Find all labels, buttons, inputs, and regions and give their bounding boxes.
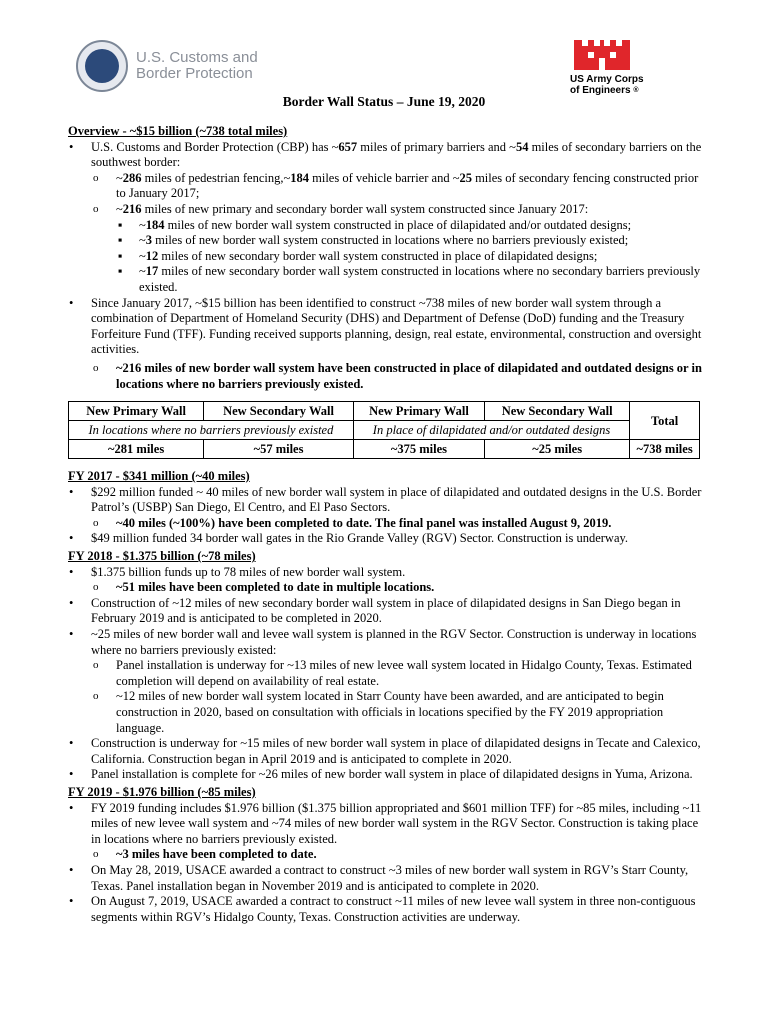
list-item: [91, 580, 708, 596]
text-run: Panel installation is complete for ~26 miles of new border wall system in place of dilapidated designs in Yuma, Arizona.: [91, 767, 693, 782]
table-subheader: In locations where no barriers previously existed: [69, 421, 354, 440]
sub-list: [91, 658, 708, 736]
overview-list: [68, 140, 708, 393]
list-item: [91, 847, 708, 863]
text-run: ~12 miles of new border wall system located in Starr County have been awarded, and are anticipated to begin construction in 2020, based on consultation with officials in locations specified by the FY 2019 appropriation language.: [116, 689, 664, 735]
list-item: [68, 140, 708, 296]
list-item: [68, 531, 708, 547]
list-item: [68, 736, 708, 767]
sub-list: [91, 361, 708, 392]
text-run-bold: 54: [515, 139, 529, 154]
text-run: ~25 miles of new border wall and levee wall system is planned in the RGV Sector. Construction is underway in locations where no barriers previously existed:: [91, 627, 697, 657]
text-run: miles of new secondary border wall system constructed in place of dilapidated designs;: [158, 248, 598, 263]
page-title: Border Wall Status – June 19, 2020: [282, 94, 486, 109]
table-cell: ~281 miles: [69, 440, 204, 459]
fy2019-heading: FY 2019 - $1.976 billion (~85 miles): [68, 784, 256, 799]
list-item: [91, 689, 708, 736]
text-run: ~: [139, 217, 146, 232]
cbp-logo: [76, 40, 258, 92]
list-item: [68, 485, 708, 532]
table-header: New Primary Wall: [69, 402, 204, 421]
text-run-bold: 25: [459, 170, 472, 185]
text-run-bold: ~40 miles (~100%) have been completed to date. The final panel was installed August 9, 2019.: [116, 515, 612, 530]
list-item: [116, 218, 708, 234]
text-run: miles of new border wall system constructed in place of dilapidated and/or outdated designs;: [164, 217, 632, 232]
letterhead: [0, 0, 768, 95]
fy2019-list: [68, 801, 708, 926]
text-run: miles of pedestrian fencing,~: [141, 170, 291, 185]
list-item: [68, 565, 708, 596]
list-item: [68, 894, 708, 925]
fy2017-list: [68, 485, 708, 547]
sub-list: [91, 516, 708, 532]
table-cell: ~57 miles: [204, 440, 354, 459]
document-body: [68, 122, 708, 925]
text-run: ~: [139, 248, 146, 263]
fy2017-heading: FY 2017 - $341 million (~40 miles): [68, 469, 250, 484]
text-run: Panel installation is underway for ~13 miles of new levee wall system located in Hidalgo County, Texas. Estimated completion will depend on availability of real estate.: [116, 658, 692, 688]
text-run-bold: 3: [145, 233, 153, 248]
text-run: ~: [139, 233, 146, 248]
text-run: ~: [139, 264, 146, 279]
table-header: New Secondary Wall: [485, 402, 630, 421]
list-item: [68, 627, 708, 736]
miles-summary-table: [68, 401, 700, 459]
text-run-bold: ~51 miles have been completed to date in multiple locations.: [116, 580, 435, 595]
usace-logo-line1: US Army Corps: [570, 74, 644, 85]
text-run: miles of secondary barriers on the southwest border:: [91, 139, 702, 170]
text-run: miles of secondary fencing constructed prior to January 2017;: [116, 170, 699, 201]
text-run: miles of primary barriers and ~: [357, 139, 516, 154]
text-run: miles of vehicle barrier and ~: [309, 170, 460, 185]
dhs-seal-icon: [76, 40, 128, 92]
fy2018-list: [68, 565, 708, 783]
text-run: $292 million funded ~ 40 miles of new border wall system in place of dilapidated and outdated designs in the U.S. Border Patrol’s (USBP) San Diego, El Centro, and El Paso Sectors.: [91, 484, 702, 515]
table-header: New Secondary Wall: [204, 402, 354, 421]
list-item: [116, 264, 708, 295]
text-run: miles of new primary and secondary border wall system constructed since January 2017:: [141, 201, 589, 216]
list-item: [68, 596, 708, 627]
usace-logo: [570, 40, 644, 96]
list-item: [68, 767, 708, 783]
text-run-bold: ~216 miles of new border wall system have been constructed in place of dilapidated and outdated designs or in locations where no barriers previously existed.: [116, 360, 702, 391]
list-item: [68, 863, 708, 894]
text-run: miles of new border wall system constructed in locations where no barriers previously existed;: [152, 233, 629, 248]
list-item: [91, 516, 708, 532]
text-run: $49 million funded 34 border wall gates in the Rio Grande Valley (RGV) Sector. Construction is underway.: [91, 531, 629, 546]
list-item: [68, 296, 708, 393]
list-item: [116, 233, 708, 249]
text-run-bold: 184: [145, 217, 165, 232]
text-run-bold: 184: [290, 170, 309, 185]
table-cell-total: ~738 miles: [630, 440, 700, 459]
text-run-bold: 657: [338, 139, 358, 154]
overview-heading: Overview - ~$15 billion (~738 total miles): [68, 124, 288, 138]
text-run: Construction of ~12 miles of new secondary border wall system in place of dilapidated designs in San Diego began in February 2019 and is anticipated to be completed in 2020.: [91, 595, 681, 626]
table-cell: ~25 miles: [485, 440, 630, 459]
list-item: [91, 361, 708, 392]
text-run: Construction is underway for ~15 miles of new border wall system in place of dilapidated designs in Tecate and Calexico, California. Construction began in April 2019 and is anticipated to complete in 2020.: [91, 736, 701, 766]
text-run-bold: 12: [145, 248, 159, 263]
fy2018-heading: FY 2018 - $1.375 billion (~78 miles): [68, 549, 256, 564]
sub-list: [91, 171, 708, 296]
text-run-bold: ~3 miles have been completed to date.: [116, 847, 317, 862]
text-run: FY 2019 funding includes $1.976 billion ($1.375 billion appropriated and $601 million TFF) for ~85 miles, including ~11 miles of new levee wall system and ~74 miles of new border wall system in the RGV Sector. Construction is taking place in locations where no barriers previously existed.: [91, 800, 702, 846]
usace-registered-mark: ®: [633, 87, 639, 94]
table-subheader: In place of dilapidated and/or outdated designs: [353, 421, 629, 440]
text-run-bold: 216: [122, 201, 142, 216]
text-run: ~: [116, 201, 123, 216]
text-run: miles of new secondary border wall system constructed in locations where no secondary barriers previously existed.: [139, 264, 701, 294]
text-run-bold: 286: [122, 170, 142, 185]
text-run-bold: 17: [145, 264, 159, 279]
text-run: ~: [116, 170, 123, 185]
list-item: [91, 658, 708, 689]
sub-list: [91, 847, 708, 863]
text-run: U.S. Customs and Border Protection (CBP) has ~: [91, 139, 339, 154]
castle-icon: [574, 40, 630, 70]
text-run: $1.375 billion funds up to 78 miles of new border wall system.: [91, 564, 406, 579]
list-item: [91, 202, 708, 296]
list-item: [68, 801, 708, 863]
table-header: New Primary Wall: [353, 402, 484, 421]
list-item: [91, 171, 708, 202]
text-run: Since January 2017, ~$15 billion has been identified to construct ~738 miles of new border wall system through a combination of Department of Homeland Security (DHS) and Department of Defense (DoD) funding and the Treasury Forfeiture Fund (TFF). Funding received supports planning, design, real estate, environmental, construction and oversight activities.: [91, 295, 702, 357]
text-run: On August 7, 2019, USACE awarded a contract to construct ~11 miles of new levee wall system in three non-contiguous segments within RGV’s Hidalgo County, Texas. Construction activities are underway.: [91, 894, 696, 924]
cbp-logo-line1: U.S. Customs and: [136, 49, 258, 66]
sub-sub-list: [116, 218, 708, 296]
list-item: [116, 249, 708, 265]
text-run: On May 28, 2019, USACE awarded a contract to construct ~3 miles of new border wall system in RGV’s Starr County, Texas. Panel installation began in November 2019 and is anticipated to complete in 2020.: [91, 862, 689, 893]
table-cell: ~375 miles: [353, 440, 484, 459]
usace-logo-line2: of Engineers: [570, 85, 631, 96]
table-header-total: Total: [630, 402, 700, 440]
sub-list: [91, 580, 708, 596]
cbp-logo-line2: Border Protection: [136, 65, 253, 82]
